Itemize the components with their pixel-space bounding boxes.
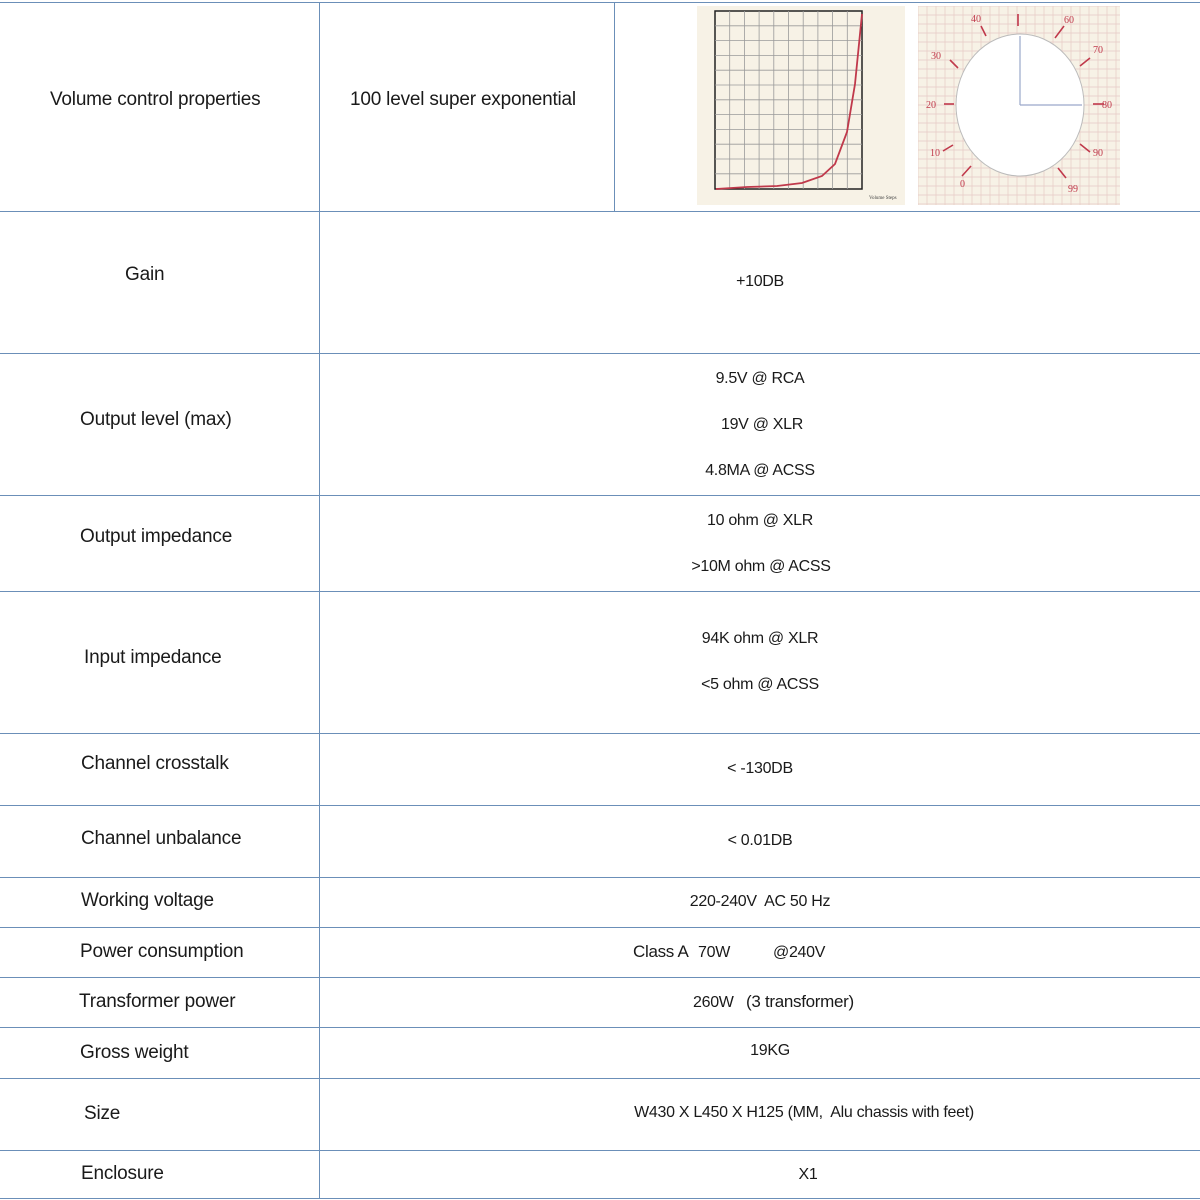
label-unbalance: Channel unbalance	[81, 828, 242, 849]
volume-dial-figure	[918, 6, 1120, 205]
value-output-level-xlr: 19V @ XLR	[720, 416, 804, 433]
dial-tick-30: 30	[931, 51, 941, 62]
row-voltage	[0, 877, 1200, 927]
value-output-level-rca: 9.5V @ RCA	[715, 370, 805, 387]
row-transformer	[0, 977, 1200, 1027]
label-transformer: Transformer power	[79, 991, 236, 1012]
volume-curve-figure	[697, 6, 905, 205]
label-input-impedance: Input impedance	[84, 647, 222, 668]
value-input-impedance-acss: <5 ohm @ ACSS	[701, 676, 819, 693]
row-size	[0, 1078, 1200, 1150]
value-voltage: 220-240V AC 50 Hz	[689, 893, 831, 910]
label-output-impedance: Output impedance	[80, 526, 233, 547]
label-output-level: Output level (max)	[80, 409, 232, 430]
value-weight: 19KG	[750, 1042, 790, 1059]
value-crosstalk: < -130DB	[727, 760, 793, 777]
row-volume-control	[0, 2, 1200, 211]
dial-tick-20: 20	[926, 100, 936, 111]
curve-axis-label: Volume Steps	[869, 196, 897, 201]
row-input-impedance	[0, 591, 1200, 733]
dial-tick-80: 80	[1102, 100, 1112, 111]
label-size: Size	[84, 1103, 121, 1124]
label-weight: Gross weight	[80, 1042, 189, 1063]
value-enclosure: X1	[798, 1166, 818, 1183]
value-output-level-acss: 4.8MA @ ACSS	[705, 462, 815, 479]
row-enclosure	[0, 1150, 1200, 1199]
label-enclosure: Enclosure	[81, 1163, 164, 1184]
row-power	[0, 927, 1200, 977]
dial-tick-60: 60	[1064, 15, 1074, 26]
value-output-impedance-xlr: 10 ohm @ XLR	[706, 512, 814, 529]
row-output-impedance	[0, 495, 1200, 591]
value-input-impedance-xlr: 94K ohm @ XLR	[701, 630, 819, 647]
value-unbalance: < 0.01DB	[727, 832, 793, 849]
row-unbalance	[0, 805, 1200, 877]
row-crosstalk	[0, 733, 1200, 805]
dial-tick-99: 99	[1068, 184, 1078, 195]
row-weight	[0, 1027, 1200, 1078]
value-gain: +10DB	[736, 273, 784, 290]
dial-tick-10: 10	[930, 148, 940, 159]
label-voltage: Working voltage	[81, 890, 214, 911]
value-size: W430 X L450 X H125 (MM, Alu chassis with feet)	[634, 1104, 974, 1121]
value-transformer-note: (3 transformer)	[746, 992, 854, 1011]
value-power-volts: @240V	[773, 944, 826, 961]
value-output-impedance-acss: >10M ohm @ ACSS	[691, 558, 831, 575]
dial-tick-0: 0	[960, 179, 965, 190]
label-power: Power consumption	[80, 941, 244, 962]
value-power-watts: 70W	[698, 944, 730, 961]
row-gain	[0, 211, 1200, 353]
dial-tick-90: 90	[1093, 148, 1103, 159]
row-output-level	[0, 353, 1200, 495]
label-crosstalk: Channel crosstalk	[81, 753, 229, 774]
value-power-class: Class A	[633, 942, 689, 961]
value-volume-control: 100 level super exponential	[350, 89, 576, 110]
label-gain: Gain	[125, 264, 165, 285]
dial-tick-70: 70	[1093, 45, 1103, 56]
value-transformer-watts: 260W	[693, 994, 734, 1011]
label-volume-control: Volume control properties	[50, 89, 261, 110]
dial-tick-40: 40	[971, 14, 981, 25]
